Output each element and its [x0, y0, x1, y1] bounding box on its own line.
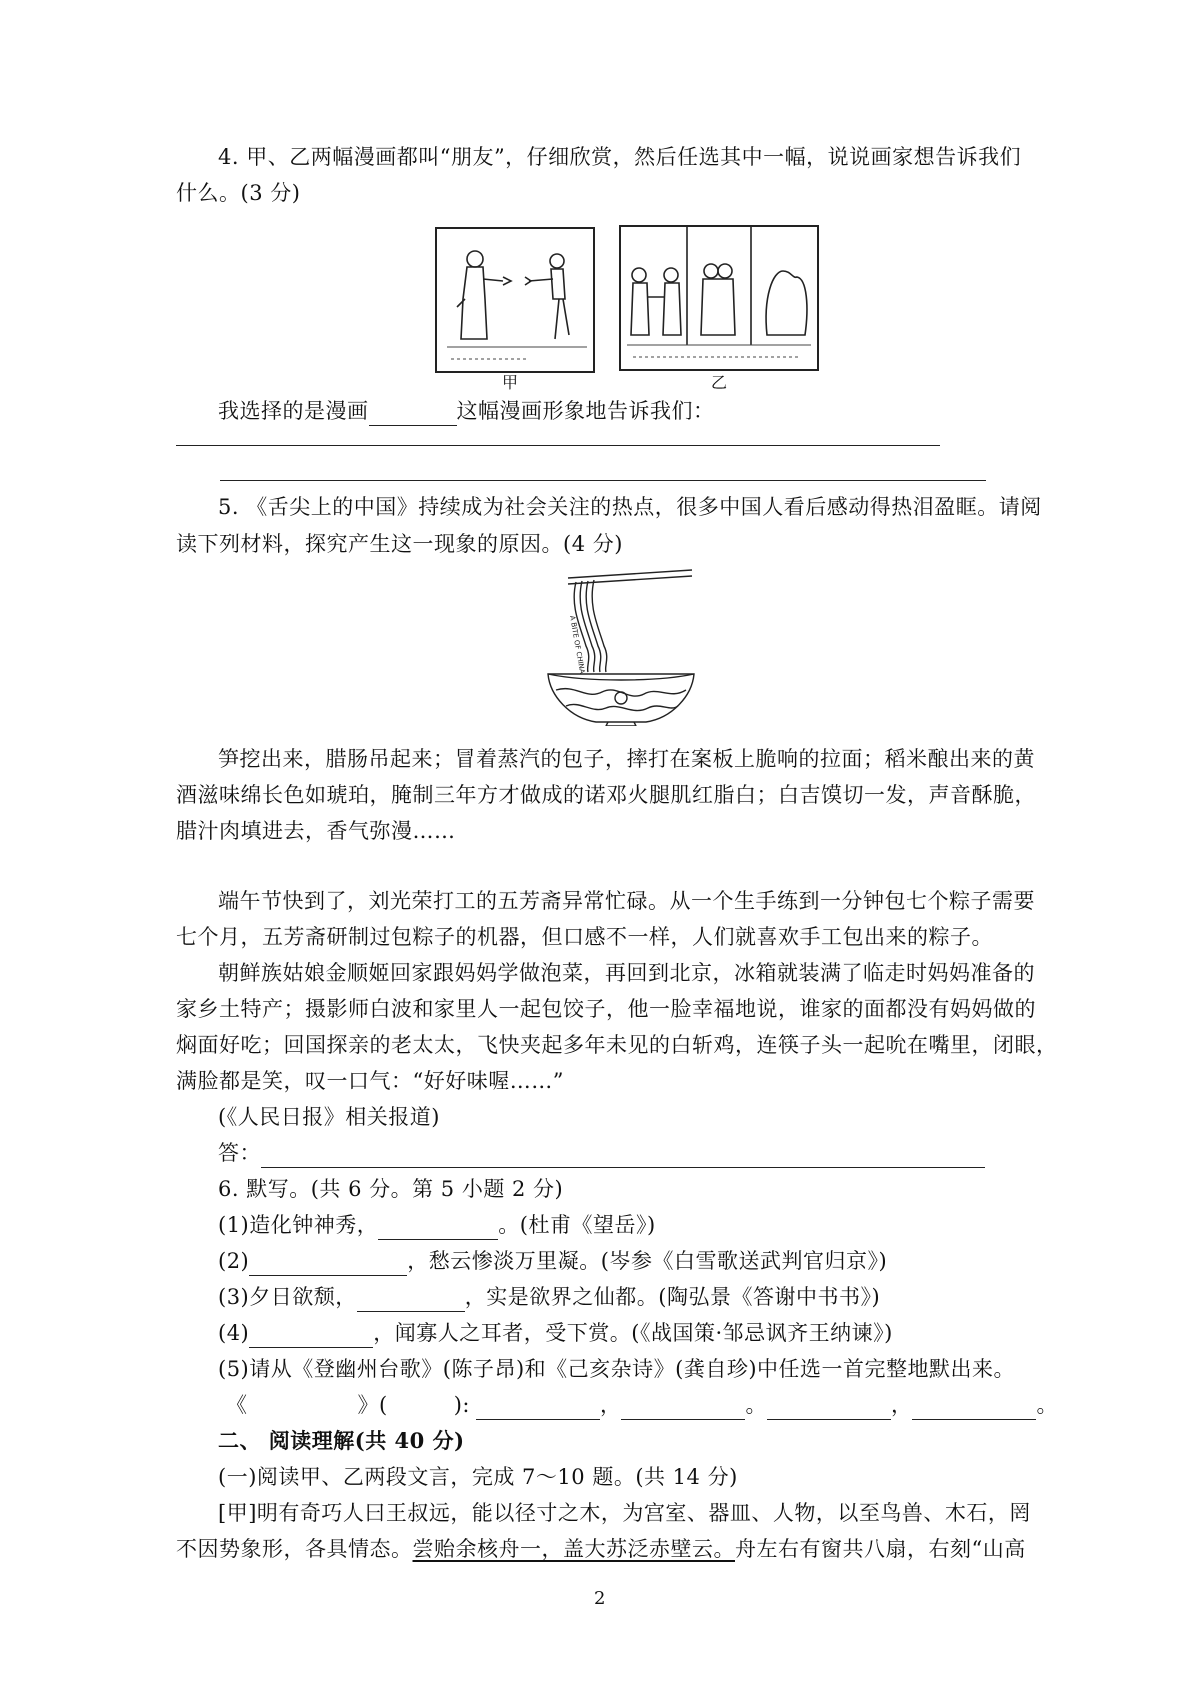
- jia-text-2b: 舟左右有窗共八扇，右刻“山高: [735, 1537, 1026, 1561]
- jia-tag: [甲]: [218, 1501, 257, 1525]
- q6-item1: [218, 1210, 656, 1240]
- q5-answer-label: 答：: [218, 1141, 261, 1165]
- q5-p1-line1: 笋挖出来，腊肠吊起来；冒着蒸汽的包子，摔打在案板上脆响的拉面；稻米酿出来的黄: [218, 747, 1035, 771]
- q4-choice-blank[interactable]: [369, 403, 457, 426]
- cartoon-a: [435, 227, 595, 373]
- q6-item3-text: (3)夕日欲颓，: [218, 1285, 357, 1309]
- q4-line1: 4. 甲、乙两幅漫画都叫“朋友”，仔细欣赏，然后任选其中一幅，说说画家想告诉我们: [218, 145, 1022, 169]
- q4-answer-suffix: 这幅漫画形象地告诉我们：: [456, 399, 715, 423]
- cartoon-b: [619, 225, 819, 371]
- q5-p3-line3: 焖面好吃；回国探亲的老太太，飞快夹起多年未见的白斩鸡，连筷子头一起吮在嘴里，闭眼，: [176, 1033, 1058, 1057]
- q6-item5-answer: [226, 1390, 1058, 1420]
- q6-item1-blank[interactable]: [378, 1217, 498, 1240]
- q6-item3-source: ，实是欲界之仙都。(陶弘景《答谢中书书》): [464, 1285, 881, 1309]
- q4-answer-rule-1[interactable]: [176, 445, 940, 446]
- jia-underlined-sentence: 尝贻余核舟一，盖大苏泛赤壁云。: [412, 1537, 735, 1561]
- q6-item3: [218, 1282, 880, 1312]
- q6-item3-blank[interactable]: [357, 1289, 465, 1312]
- q6-poem-blank-2[interactable]: [621, 1397, 745, 1420]
- caption-b: 乙: [711, 373, 728, 392]
- q4-answer-line: [218, 396, 715, 426]
- q4-answer-prefix: 我选择的是漫画: [218, 399, 369, 423]
- q6-poem-blank-4[interactable]: [912, 1397, 1036, 1420]
- q5-p3-line2: 家乡土特产；摄影师白波和家里人一起包饺子，他一脸幸福地说，谁家的面都没有妈妈做的: [176, 997, 1036, 1021]
- q6-colon: ):: [453, 1393, 470, 1417]
- q6-period-2: 。: [1036, 1393, 1058, 1417]
- jia-text-2a: 不因势象形，各具情态。: [176, 1537, 413, 1561]
- bite-of-china-text: A BITE OF CHINA: [568, 614, 587, 675]
- section2-sub: (一)阅读甲、乙两段文言，完成 7～10 题。(共 14 分): [218, 1465, 738, 1489]
- caption-a: 甲: [502, 373, 519, 392]
- q6-title: 6. 默写。(共 6 分。第 5 小题 2 分): [218, 1177, 564, 1201]
- q5-answer-blank[interactable]: [261, 1145, 985, 1168]
- q5-p2-line1: 端午节快到了，刘光荣打工的五芳斋异常忙碌。从一个生手练到一分钟包七个粽子需要: [218, 889, 1035, 913]
- q6-item1-text: (1)造化钟神秀，: [218, 1213, 379, 1237]
- q5-line2: 读下列材料，探究产生这一现象的原因。(4 分): [176, 532, 623, 556]
- q6-item4: [218, 1318, 893, 1348]
- q4-line2: 什么。(3 分): [176, 181, 301, 205]
- q5-p1-line3: 腊汁肉填进去，香气弥漫……: [176, 819, 456, 843]
- q6-poem-blank-1[interactable]: [476, 1397, 600, 1420]
- q6-period-1: 。: [745, 1393, 767, 1417]
- q6-item2-text: ，愁云惨淡万里凝。(岑参《白雪歌送武判官归京》): [407, 1249, 888, 1273]
- jia-line2: [176, 1534, 1026, 1564]
- q4-answer-rule-2[interactable]: [220, 480, 986, 481]
- jia-text-1: 明有奇巧人曰王叔远，能以径寸之木，为宫室、器皿、人物，以至鸟兽、木石，罔: [256, 1501, 1031, 1525]
- q6-comma-2: ，: [890, 1393, 913, 1417]
- q6-item4-text: ，闻寡人之耳者，受下赏。(《战国策·邹忌讽齐王纳谏》): [373, 1321, 893, 1345]
- q6-item5: (5)请从《登幽州台歌》(陈子昂)和《己亥杂诗》(龚自珍)中任选一首完整地默出来。: [218, 1357, 1016, 1381]
- q5-line1: 5. 《舌尖上的中国》持续成为社会关注的热点，很多中国人看后感动得热泪盈眶。请阅: [218, 495, 1042, 519]
- q6-poem-blank-3[interactable]: [767, 1397, 891, 1420]
- q6-item2-blank[interactable]: [249, 1253, 407, 1276]
- q5-p1-line2: 酒滋味绵长色如琥珀，腌制三年方才做成的诺邓火腿肌红脂白；白吉馍切一发，声音酥脆，: [176, 783, 1036, 807]
- q6-item1-source: 。(杜甫《望岳》): [498, 1213, 656, 1237]
- section2-title: 二、 阅读理解(共 40 分): [218, 1428, 465, 1453]
- q6-title-open: 《: [226, 1393, 248, 1417]
- bite-of-china-image: [546, 566, 696, 726]
- q6-title-close: 》(: [357, 1393, 388, 1417]
- q5-source: (《人民日报》相关报道): [218, 1105, 440, 1129]
- q6-item2-num: (2): [218, 1249, 250, 1273]
- q5-p3-line1: 朝鲜族姑娘金顺姬回家跟妈妈学做泡菜，再回到北京，冰箱就装满了临走时妈妈准备的: [218, 961, 1035, 985]
- page-number: 2: [594, 1588, 606, 1609]
- jia-line1: [218, 1498, 1031, 1528]
- q6-item2: [218, 1246, 887, 1276]
- q5-p3-line4: 满脸都是笑，叹一口气：“好好味喔……”: [176, 1069, 564, 1093]
- q6-item4-blank[interactable]: [249, 1325, 373, 1348]
- q6-comma-1: ，: [599, 1393, 622, 1417]
- q5-p2-line2: 七个月，五芳斋研制过包粽子的机器，但口感不一样，人们就喜欢手工包出来的粽子。: [176, 925, 993, 949]
- q5-answer-line: [218, 1138, 985, 1168]
- q6-item4-num: (4): [218, 1321, 250, 1345]
